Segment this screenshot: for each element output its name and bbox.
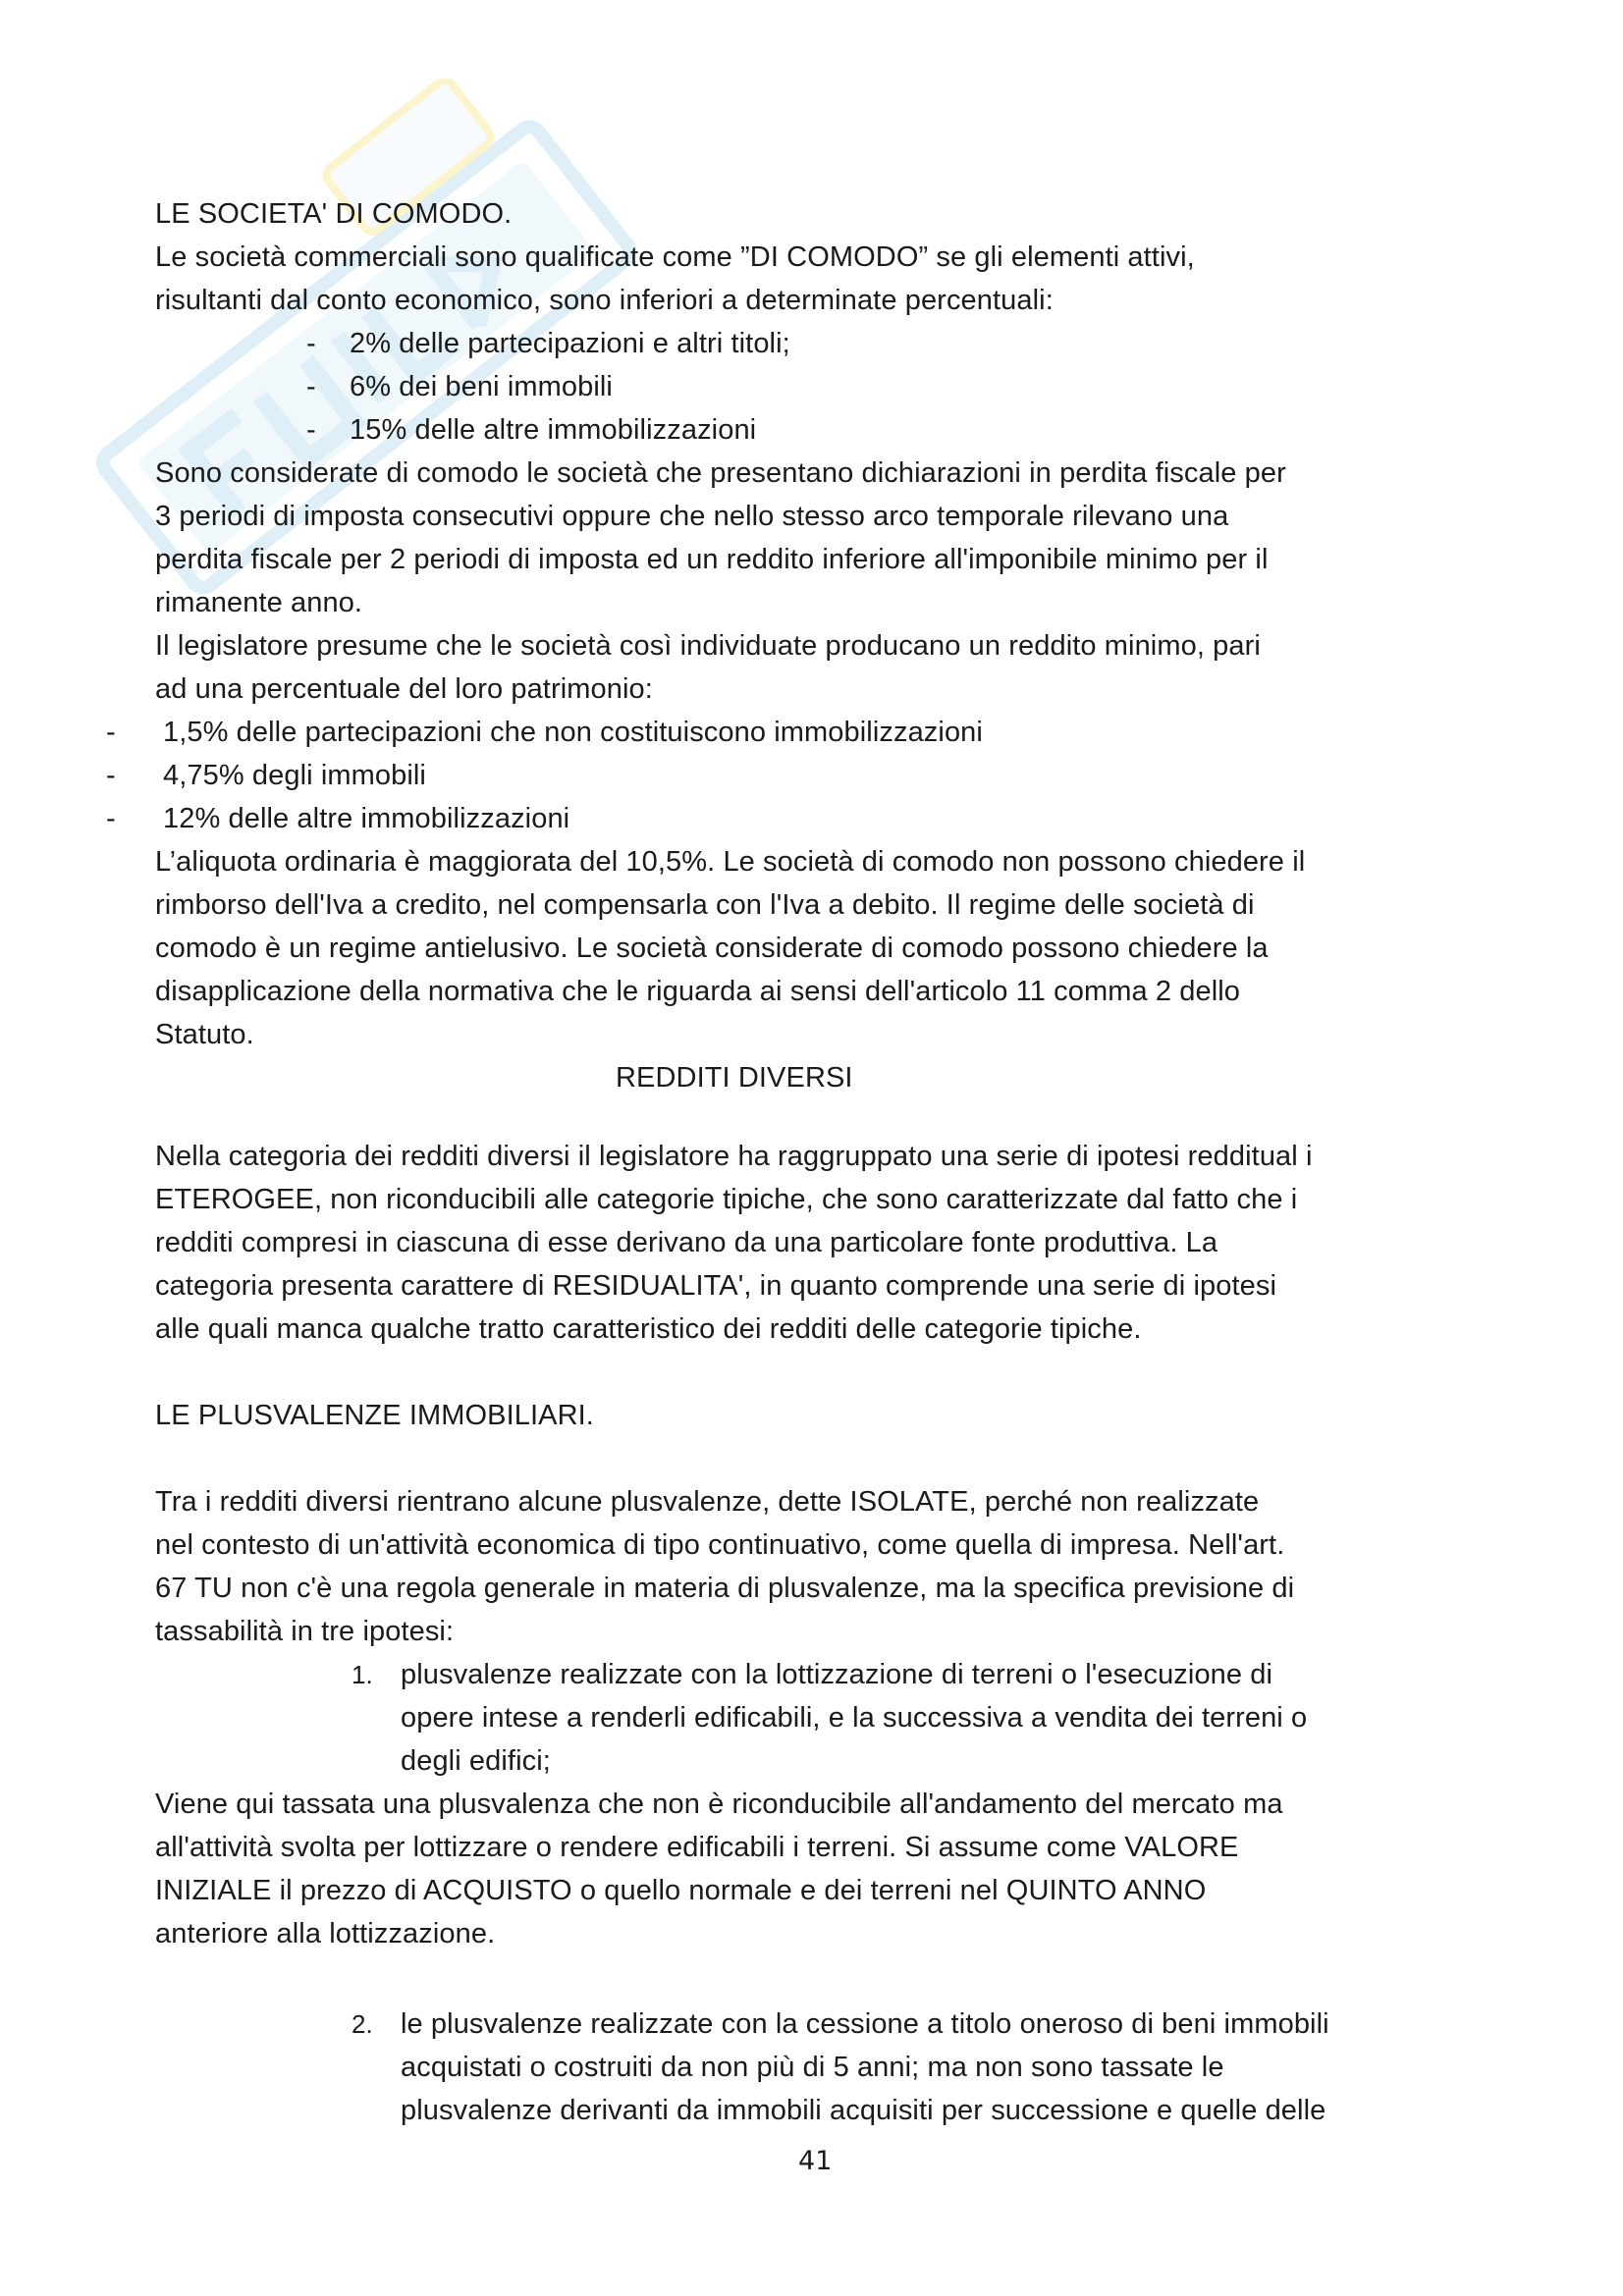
bullet-item: 6% dei beni immobili: [350, 371, 613, 402]
bullet-item: 1,5% delle partecipazioni che non costituiscono immobilizzazioni: [163, 717, 983, 748]
list-item-line: acquistati o costruiti da non più di 5 anni; ma non sono tassate le: [401, 2052, 1224, 2083]
paragraph-line: Viene qui tassata una plusvalenza che non è riconducibile all'andamento del mercato ma: [155, 1789, 1283, 1820]
bullet-item: 12% delle altre immobilizzazioni: [163, 803, 570, 834]
section-title: LE PLUSVALENZE IMMOBILIARI.: [155, 1400, 594, 1431]
bullet-dash: -: [306, 328, 316, 359]
list-item-line: le plusvalenze realizzate con la cessione a titolo oneroso di beni immobili: [401, 2008, 1329, 2040]
list-item-line: plusvalenze derivanti da immobili acquisiti per successione e quelle delle: [401, 2095, 1326, 2126]
paragraph-line: ad una percentuale del loro patrimonio:: [155, 673, 653, 705]
paragraph-line: perdita fiscale per 2 periodi di imposta ed un reddito inferiore all'imponibile minimo per il: [155, 544, 1269, 575]
paragraph-line: INIZIALE il prezzo di ACQUISTO o quello normale e dei terreni nel QUINTO ANNO: [155, 1875, 1207, 1906]
bullet-dash: -: [306, 414, 316, 446]
bullet-dash: -: [306, 371, 316, 402]
bullet-item: 2% delle partecipazioni e altri titoli;: [350, 328, 790, 359]
paragraph-line: 67 TU non c'è una regola generale in materia di plusvalenze, ma la specifica previsione di: [155, 1573, 1295, 1604]
page-number: 41: [798, 2146, 833, 2176]
paragraph-line: anteriore alla lottizzazione.: [155, 1918, 496, 1949]
paragraph-line: categoria presenta carattere di RESIDUALITA', in quanto comprende una serie di ipotesi: [155, 1270, 1276, 1302]
paragraph-line: nel contesto di un'attività economica di tipo continuativo, come quella di impresa. Nell'art.: [155, 1529, 1285, 1561]
paragraph-line: Tra i redditi diversi rientrano alcune plusvalenze, dette ISOLATE, perché non realizzate: [155, 1486, 1260, 1518]
paragraph-line: Le società commerciali sono qualificate come ”DI COMODO” se gli elementi attivi,: [155, 241, 1195, 273]
bullet-item: 15% delle altre immobilizzazioni: [350, 414, 757, 446]
bullet-dash: -: [106, 717, 116, 748]
paragraph-line: redditi compresi in ciascuna di esse derivano da una particolare fonte produttiva. La: [155, 1227, 1218, 1258]
paragraph-line: ETEROGEE, non riconducibili alle categorie tipiche, che sono caratterizzate dal fatto che i: [155, 1184, 1298, 1215]
paragraph-line: Sono considerate di comodo le società che presentano dichiarazioni in perdita fiscale per: [155, 457, 1286, 489]
paragraph-line: risultanti dal conto economico, sono inferiori a determinate percentuali:: [155, 285, 1054, 316]
paragraph-line: all'attività svolta per lottizzare o rendere edificabili i terreni. Si assume come VALORE: [155, 1832, 1239, 1863]
list-number: 1.: [352, 1660, 373, 1689]
paragraph-line: comodo è un regime antielusivo. Le società considerate di comodo possono chiedere la: [155, 933, 1269, 964]
paragraph-line: Il legislatore presume che le società così individuate producano un reddito minimo, pari: [155, 630, 1261, 662]
list-item-line: plusvalenze realizzate con la lottizzazione di terreni o l'esecuzione di: [401, 1659, 1273, 1690]
section-heading-centered: REDDITI DIVERSI: [616, 1062, 853, 1094]
paragraph-line: Nella categoria dei redditi diversi il legislatore ha raggruppato una serie di ipotesi redditual i: [155, 1141, 1313, 1172]
paragraph-line: rimanente anno.: [155, 587, 363, 618]
list-item-line: degli edifici;: [401, 1745, 551, 1777]
section-title: LE SOCIETA' DI COMODO.: [155, 198, 513, 230]
list-number: 2.: [352, 2009, 373, 2039]
list-item-line: opere intese a renderli edificabili, e la successiva a vendita dei terreni o: [401, 1702, 1308, 1734]
bullet-dash: -: [106, 803, 116, 834]
paragraph-line: 3 periodi di imposta consecutivi oppure che nello stesso arco temporale rilevano una: [155, 501, 1229, 532]
paragraph-line: tassabilità in tre ipotesi:: [155, 1616, 455, 1647]
paragraph-line: disapplicazione della normativa che le riguarda ai sensi dell'articolo 11 comma 2 dello: [155, 976, 1241, 1007]
bullet-dash: -: [106, 760, 116, 791]
paragraph-line: L’aliquota ordinaria è maggiorata del 10,5%. Le società di comodo non possono chiedere il: [155, 846, 1306, 878]
paragraph-line: Statuto.: [155, 1019, 254, 1050]
paragraph-line: alle quali manca qualche tratto caratteristico dei redditi delle categorie tipiche.: [155, 1313, 1142, 1345]
bullet-item: 4,75% degli immobili: [163, 760, 426, 791]
paragraph-line: rimborso dell'Iva a credito, nel compensarla con l'Iva a debito. Il regime delle società di: [155, 889, 1255, 921]
